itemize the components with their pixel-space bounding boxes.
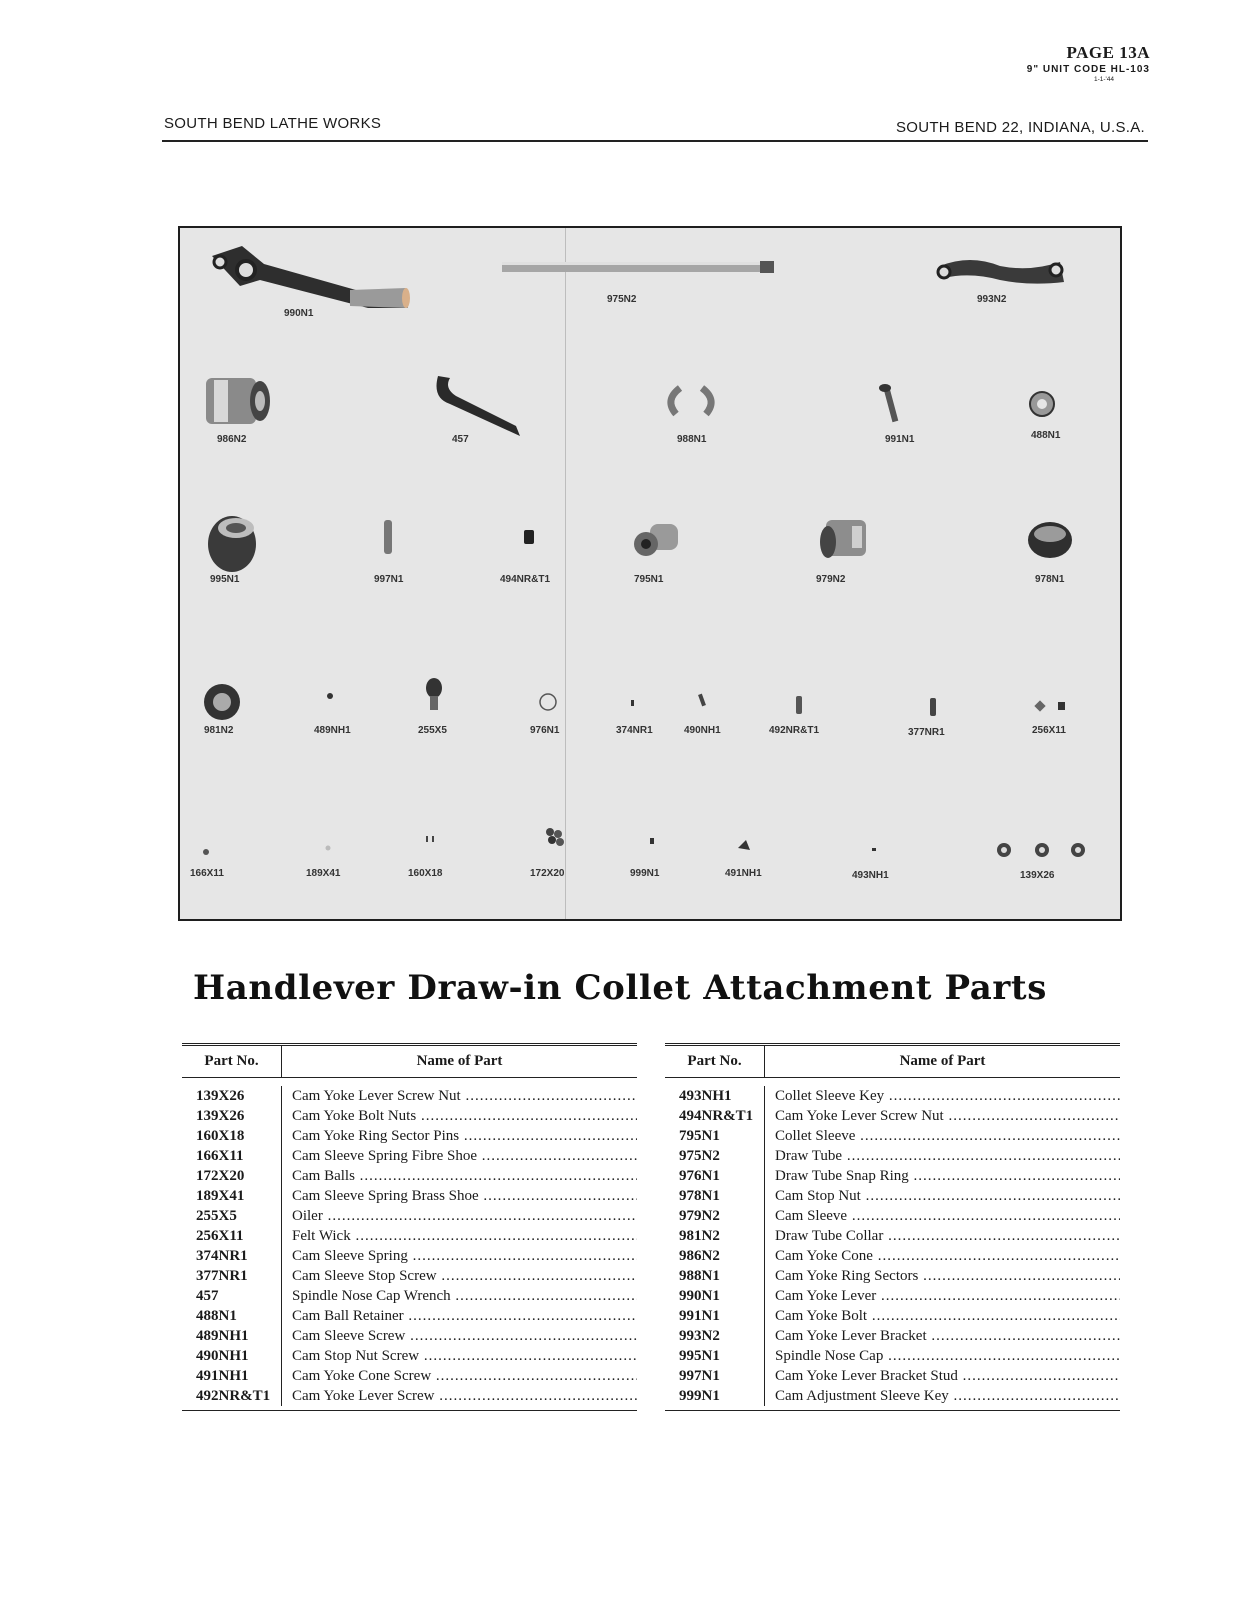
part-number: 975N2 <box>679 1148 720 1164</box>
part-name: Cam Adjustment Sleeve Key ..... <box>775 1386 1116 1406</box>
draw-tube-snap-ring-part <box>540 694 556 710</box>
photo-label: 489NH1 <box>314 725 351 736</box>
part-number-column <box>665 1086 765 1406</box>
cam-stop-nut-screw-part <box>698 694 706 707</box>
part-name: Cam Yoke Lever Screw Nut ..... <box>292 1086 633 1106</box>
photo-label: 160X18 <box>408 868 443 879</box>
table-header <box>182 1046 637 1078</box>
cam-yoke-lever-bracket-stud-part <box>384 520 392 554</box>
part-number: 976N1 <box>679 1168 720 1184</box>
part-name: Cam Yoke Lever Bracket Stud ..... <box>775 1366 1116 1386</box>
page-date: 1-1-'44 <box>1093 76 1114 83</box>
part-name: Cam Yoke Lever ..... <box>775 1286 1116 1306</box>
photo-label: 256X11 <box>1032 725 1066 736</box>
table-bottom-rule <box>665 1410 1120 1411</box>
draw-tube-part <box>502 261 774 273</box>
part-name: Cam Sleeve Stop Screw ..... <box>292 1266 633 1286</box>
part-name-header: Name of Part <box>899 1053 986 1069</box>
part-name-header: Name of Part <box>416 1053 503 1069</box>
photo-label: 494NR&T1 <box>500 574 551 585</box>
part-name: Spindle Nose Cap ..... <box>775 1346 1116 1366</box>
page-title: Handlever Draw-in Collet Attachment Parts <box>193 968 1047 1008</box>
cam-balls-part <box>546 828 564 846</box>
cam-yoke-nuts-part <box>997 843 1085 857</box>
part-name: Cam Yoke Ring Sector Pins ..... <box>292 1126 633 1146</box>
photo-label: 795N1 <box>634 574 664 585</box>
photo-label: 166X11 <box>190 868 224 879</box>
photo-label: 997N1 <box>374 574 404 585</box>
part-number: 991N1 <box>679 1308 720 1324</box>
company-address: SOUTH BEND 22, INDIANA, U.S.A. <box>895 119 1145 136</box>
cam-yoke-lever-part <box>212 246 410 308</box>
part-name-column <box>765 1086 1120 1406</box>
part-number: 377NR1 <box>196 1268 248 1284</box>
part-number: 256X11 <box>196 1228 244 1244</box>
spindle-nose-cap-wrench-part <box>437 376 521 436</box>
cam-yoke-ring-sectors-part <box>671 388 711 414</box>
table-body <box>182 1078 637 1410</box>
part-name: Cam Sleeve Spring Fibre Shoe ..... <box>292 1146 633 1166</box>
photo-label: 457 <box>452 434 469 445</box>
part-number: 986N2 <box>679 1248 720 1264</box>
part-no-header: Part No. <box>182 1046 282 1077</box>
part-number: 139X26 <box>196 1088 245 1104</box>
part-name: Cam Sleeve Spring ..... <box>292 1246 633 1266</box>
part-number: 990N1 <box>679 1288 720 1304</box>
part-name: Cam Yoke Ring Sectors ..... <box>775 1266 1116 1286</box>
cam-sleeve-spring-part <box>631 700 634 706</box>
part-number: 490NH1 <box>196 1348 249 1364</box>
part-name: Cam Yoke Lever Screw Nut ..... <box>775 1106 1116 1126</box>
part-number: 160X18 <box>196 1128 245 1144</box>
part-name: Cam Balls ..... <box>292 1166 633 1186</box>
cam-sleeve-spring-brass-shoe-part <box>326 846 331 851</box>
photo-label: 988N1 <box>677 434 707 445</box>
part-name: Draw Tube ..... <box>775 1146 1116 1166</box>
part-name: Draw Tube Snap Ring ..... <box>775 1166 1116 1186</box>
photo-label: 999N1 <box>630 868 660 879</box>
part-number: 374NR1 <box>196 1248 248 1264</box>
photo-label: 492NR&T1 <box>769 725 820 736</box>
parts-table-right <box>665 1043 1120 1411</box>
part-name: Cam Yoke Bolt ..... <box>775 1306 1116 1326</box>
part-number: 494NR&T1 <box>679 1108 754 1124</box>
part-name: Cam Sleeve ..... <box>775 1206 1116 1226</box>
part-number: 795N1 <box>679 1128 720 1144</box>
cam-yoke-cone-part <box>206 378 270 424</box>
part-name-column <box>282 1086 637 1406</box>
part-name: Cam Stop Nut Screw ..... <box>292 1346 633 1366</box>
photo-label: 493NH1 <box>852 870 889 881</box>
part-number: 492NR&T1 <box>196 1388 271 1404</box>
part-name: Cam Yoke Cone ..... <box>775 1246 1116 1266</box>
photo-label: 976N1 <box>530 725 560 736</box>
cam-yoke-cone-screw-part <box>738 840 750 850</box>
cam-stop-nut-part <box>1028 522 1072 558</box>
part-name: Collet Sleeve ..... <box>775 1126 1116 1146</box>
part-name: Cam Yoke Lever Screw ..... <box>292 1386 633 1406</box>
photo-label: 986N2 <box>217 434 247 445</box>
photo-label: 139X26 <box>1020 870 1055 881</box>
parts-table-left <box>182 1043 637 1411</box>
part-number-column <box>182 1086 282 1406</box>
cam-yoke-ring-sector-pins-part <box>426 836 434 842</box>
table-header <box>665 1046 1120 1078</box>
photo-label: 255X5 <box>418 725 447 736</box>
header-rule <box>162 140 1148 142</box>
part-number: 993N2 <box>679 1328 720 1344</box>
cam-yoke-lever-screw-part <box>796 696 802 714</box>
photo-label: 993N2 <box>977 294 1007 305</box>
photo-label: 491NH1 <box>725 868 762 879</box>
part-name: Oiler ..... <box>292 1206 633 1226</box>
part-name: Cam Yoke Lever Bracket ..... <box>775 1326 1116 1346</box>
part-number: 978N1 <box>679 1188 720 1204</box>
part-name: Draw Tube Collar ..... <box>775 1226 1116 1246</box>
photo-label: 981N2 <box>204 725 234 736</box>
draw-tube-collar-part <box>204 684 240 720</box>
photo-label: 374NR1 <box>616 725 653 736</box>
part-number: 139X26 <box>196 1108 245 1124</box>
part-no-header: Part No. <box>665 1046 765 1077</box>
part-number: 489NH1 <box>196 1328 249 1344</box>
page-number: PAGE 13A <box>1066 43 1150 62</box>
part-name: Cam Sleeve Spring Brass Shoe ..... <box>292 1186 633 1206</box>
part-name: Felt Wick ..... <box>292 1226 633 1246</box>
company-name: SOUTH BEND LATHE WORKS <box>164 115 382 132</box>
part-number: 493NH1 <box>679 1088 732 1104</box>
part-number: 189X41 <box>196 1188 245 1204</box>
part-number: 997N1 <box>679 1368 720 1384</box>
part-name: Collet Sleeve Key ..... <box>775 1086 1116 1106</box>
cam-sleeve-stop-screw-part <box>930 698 936 716</box>
photo-label: 995N1 <box>210 574 240 585</box>
photo-label: 488N1 <box>1031 430 1061 441</box>
collet-sleeve-key-part <box>872 848 876 851</box>
parts-photo <box>178 226 1122 921</box>
photo-label: 172X20 <box>530 868 565 879</box>
part-name: Cam Yoke Bolt Nuts ..... <box>292 1106 633 1126</box>
page-code-block <box>1027 43 1150 83</box>
unit-code: 9" UNIT CODE HL-103 <box>1026 64 1150 75</box>
part-number: 988N1 <box>679 1268 720 1284</box>
photo-label: 490NH1 <box>684 725 721 736</box>
part-number: 166X11 <box>196 1148 244 1164</box>
cam-adjustment-sleeve-key-part <box>650 838 654 844</box>
part-number: 995N1 <box>679 1348 720 1364</box>
part-name: Cam Stop Nut ..... <box>775 1186 1116 1206</box>
cam-ball-retainer-part <box>1030 392 1054 416</box>
part-name: Cam Yoke Cone Screw ..... <box>292 1366 633 1386</box>
oiler-part <box>426 678 442 710</box>
cam-sleeve-spring-fibre-shoe-part <box>203 849 209 855</box>
cam-sleeve-screw-part <box>327 693 333 699</box>
photo-label: 189X41 <box>306 868 341 879</box>
cam-sleeve-part <box>820 520 866 558</box>
cam-yoke-bolt-part <box>879 384 898 422</box>
cam-yoke-lever-screw-nut-part <box>524 530 534 544</box>
felt-wick-part <box>1034 700 1065 711</box>
part-number: 491NH1 <box>196 1368 249 1384</box>
table-bottom-rule <box>182 1410 637 1411</box>
part-number: 457 <box>196 1288 219 1304</box>
photo-label: 979N2 <box>816 574 846 585</box>
part-number: 172X20 <box>196 1168 245 1184</box>
photo-label: 991N1 <box>885 434 915 445</box>
part-number: 981N2 <box>679 1228 720 1244</box>
part-name: Cam Ball Retainer ..... <box>292 1306 633 1326</box>
photo-label: 975N2 <box>607 294 637 305</box>
spindle-nose-cap-part <box>208 516 256 572</box>
cam-yoke-lever-bracket-part <box>938 260 1064 284</box>
part-name: Cam Sleeve Screw ..... <box>292 1326 633 1346</box>
photo-label: 990N1 <box>284 308 314 319</box>
part-name: Spindle Nose Cap Wrench ..... <box>292 1286 633 1306</box>
part-number: 979N2 <box>679 1208 720 1224</box>
part-number: 488N1 <box>196 1308 237 1324</box>
photo-label: 377NR1 <box>908 727 945 738</box>
collet-sleeve-part <box>634 524 678 556</box>
photo-label: 978N1 <box>1035 574 1065 585</box>
part-number: 255X5 <box>196 1208 237 1224</box>
table-body <box>665 1078 1120 1410</box>
part-number: 999N1 <box>679 1388 720 1404</box>
